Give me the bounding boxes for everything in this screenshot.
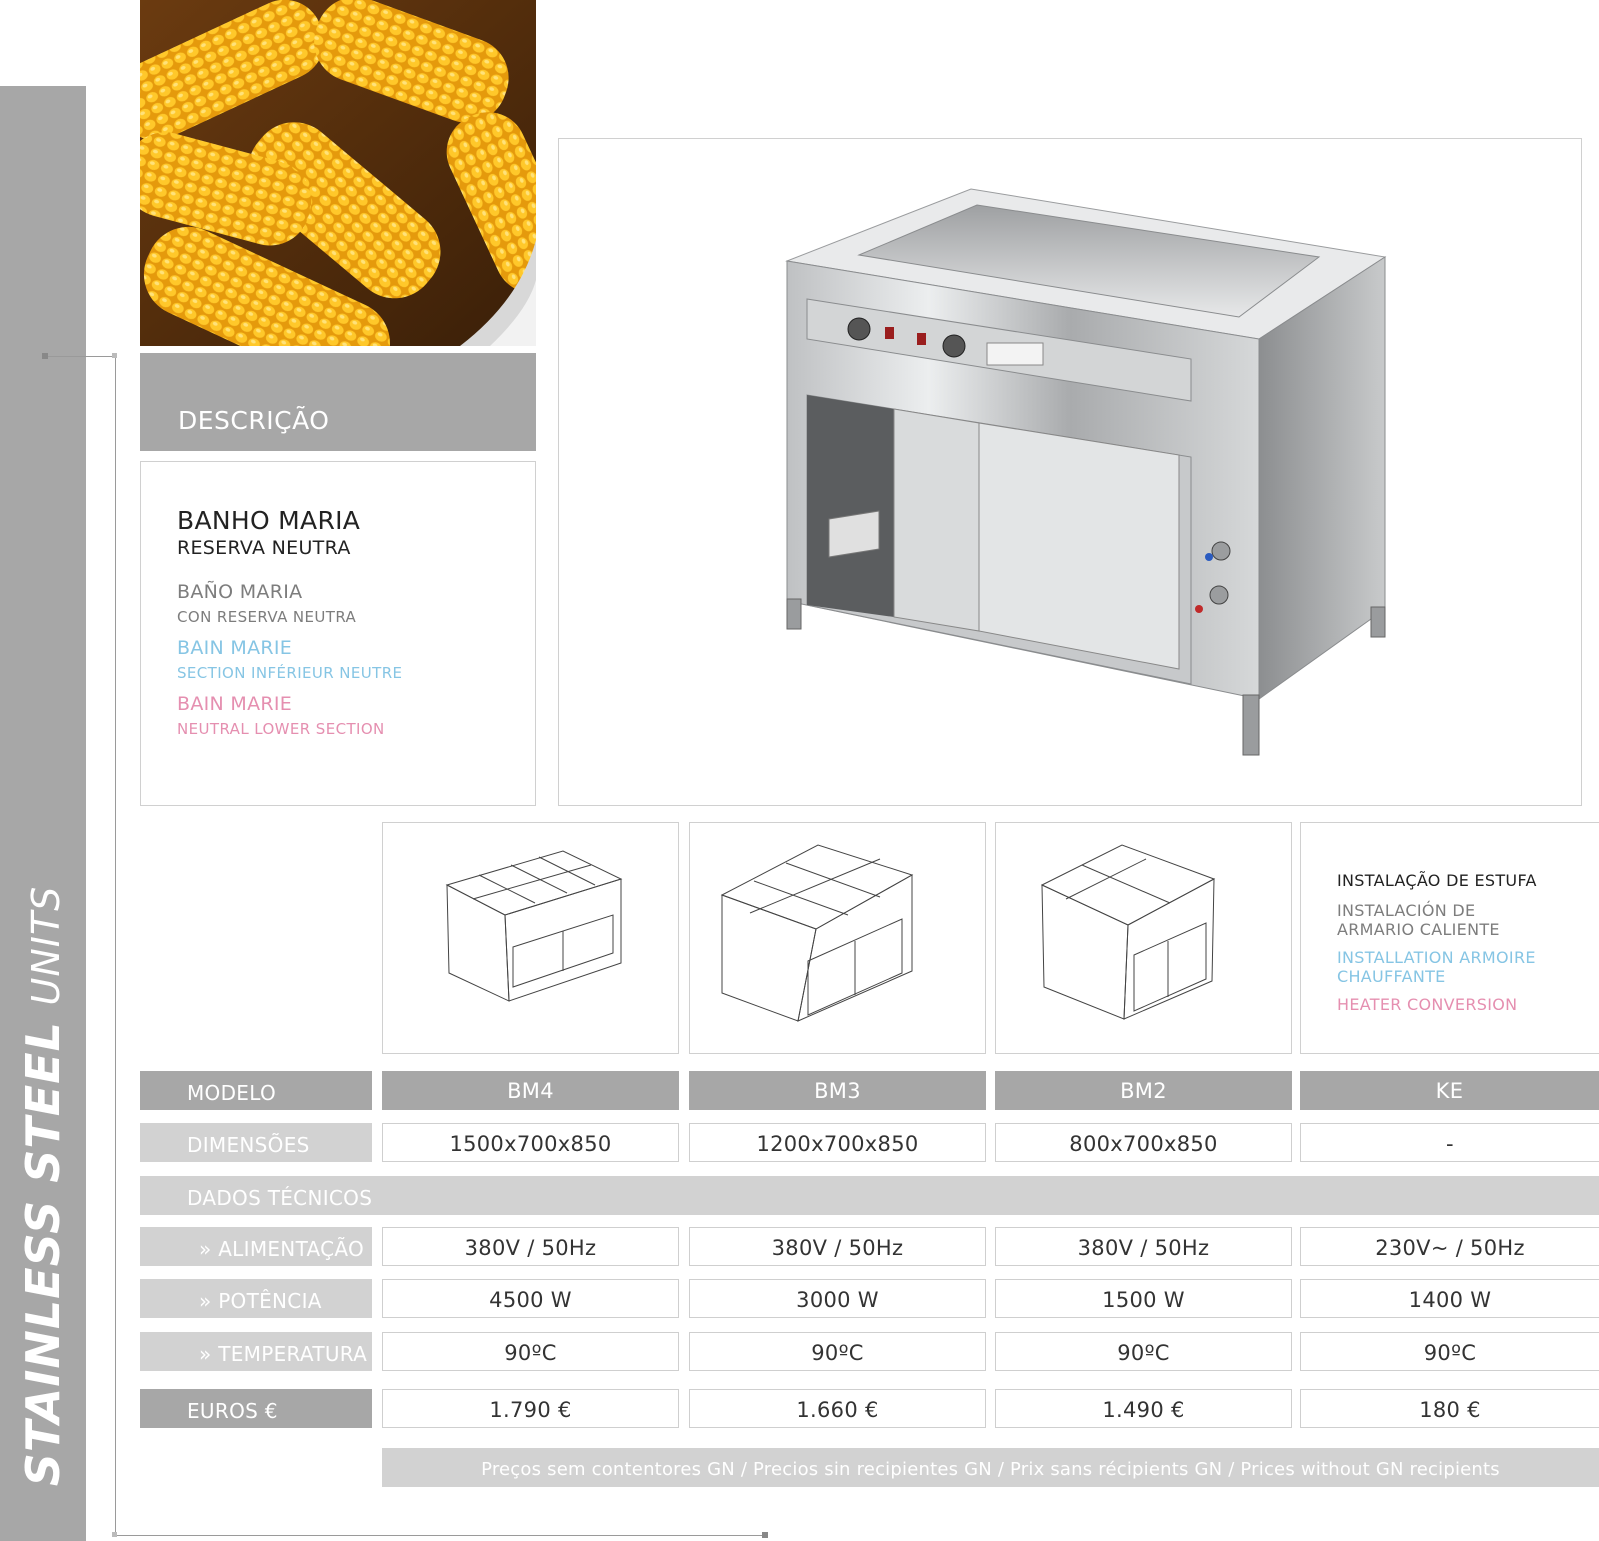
power-value: 1500 W — [995, 1279, 1292, 1318]
description-header: DESCRIÇÃO — [178, 406, 330, 435]
label-potencia: » POTÊNCIA — [140, 1279, 372, 1318]
guide-line-horizontal — [44, 356, 116, 357]
side-title-light: UNITS — [24, 885, 68, 1006]
thumbnail-bm3 — [689, 822, 986, 1054]
label-dimensoes: DIMENSÕES — [140, 1123, 372, 1162]
ke-pt: INSTALAÇÃO DE ESTUFA — [1337, 871, 1537, 890]
side-title — [0, 86, 86, 1541]
label-dados-tecnicos: DADOS TÉCNICOS — [140, 1176, 1599, 1215]
subtitle-en: NEUTRAL LOWER SECTION — [177, 720, 385, 738]
description-box — [140, 461, 536, 806]
thumbnail-bm4 — [382, 822, 679, 1054]
power-value: 1400 W — [1300, 1279, 1599, 1318]
title-es: BAÑO MARIA — [177, 581, 303, 603]
guide-line-vertical — [115, 356, 116, 1536]
side-title-bold: STAINLESS STEEL — [16, 1021, 70, 1487]
corn-photo — [140, 0, 536, 346]
dimensions-value: 1200x700x850 — [689, 1123, 986, 1162]
model-name: BM3 — [689, 1071, 986, 1110]
power-supply-value: 230V~ / 50Hz — [1300, 1227, 1599, 1266]
price-value: 180 € — [1300, 1389, 1599, 1428]
title-fr: BAIN MARIE — [177, 637, 293, 659]
guide-dot — [762, 1532, 768, 1538]
guide-dot — [112, 353, 117, 358]
subtitle-fr: SECTION INFÉRIEUR NEUTRE — [177, 664, 403, 682]
ke-en: HEATER CONVERSION — [1337, 995, 1518, 1014]
side-band — [0, 86, 86, 1541]
subtitle-es: CON RESERVA NEUTRA — [177, 608, 357, 626]
temperature-value: 90ºC — [1300, 1332, 1599, 1371]
product-photo — [558, 138, 1582, 806]
dimensions-value: - — [1300, 1123, 1599, 1162]
subtitle-pt: RESERVA NEUTRA — [177, 537, 351, 559]
ke-description-box — [1300, 822, 1599, 1054]
temperature-value: 90ºC — [995, 1332, 1292, 1371]
power-supply-value: 380V / 50Hz — [689, 1227, 986, 1266]
power-value: 3000 W — [689, 1279, 986, 1318]
temperature-value: 90ºC — [689, 1332, 986, 1371]
guide-dot — [112, 1532, 117, 1537]
model-name: BM2 — [995, 1071, 1292, 1110]
ke-fr: INSTALLATION ARMOIRE CHAUFFANTE — [1337, 948, 1536, 986]
price-value: 1.790 € — [382, 1389, 679, 1428]
title-pt: BANHO MARIA — [177, 506, 361, 535]
dimensions-value: 1500x700x850 — [382, 1123, 679, 1162]
ke-es: INSTALACIÓN DE ARMARIO CALIENTE — [1337, 901, 1500, 939]
power-supply-value: 380V / 50Hz — [995, 1227, 1292, 1266]
label-alimentacao: » ALIMENTAÇÃO — [140, 1227, 372, 1266]
model-name: BM4 — [382, 1071, 679, 1110]
description-header-bar — [140, 353, 536, 451]
power-supply-value: 380V / 50Hz — [382, 1227, 679, 1266]
label-modelo: MODELO — [140, 1071, 372, 1110]
power-value: 4500 W — [382, 1279, 679, 1318]
label-temperatura: » TEMPERATURA — [140, 1332, 372, 1371]
model-name: KE — [1300, 1071, 1599, 1110]
title-en: BAIN MARIE — [177, 693, 293, 715]
temperature-value: 90ºC — [382, 1332, 679, 1371]
label-euros: EUROS € — [140, 1389, 372, 1428]
price-note: Preços sem contentores GN / Precios sin recipientes GN / Prix sans récipients GN / Prices without GN recipients — [382, 1448, 1599, 1487]
guide-line-bottom — [115, 1535, 765, 1536]
price-value: 1.660 € — [689, 1389, 986, 1428]
dimensions-value: 800x700x850 — [995, 1123, 1292, 1162]
price-value: 1.490 € — [995, 1389, 1292, 1428]
guide-dot — [42, 353, 48, 359]
thumbnail-bm2 — [995, 822, 1292, 1054]
